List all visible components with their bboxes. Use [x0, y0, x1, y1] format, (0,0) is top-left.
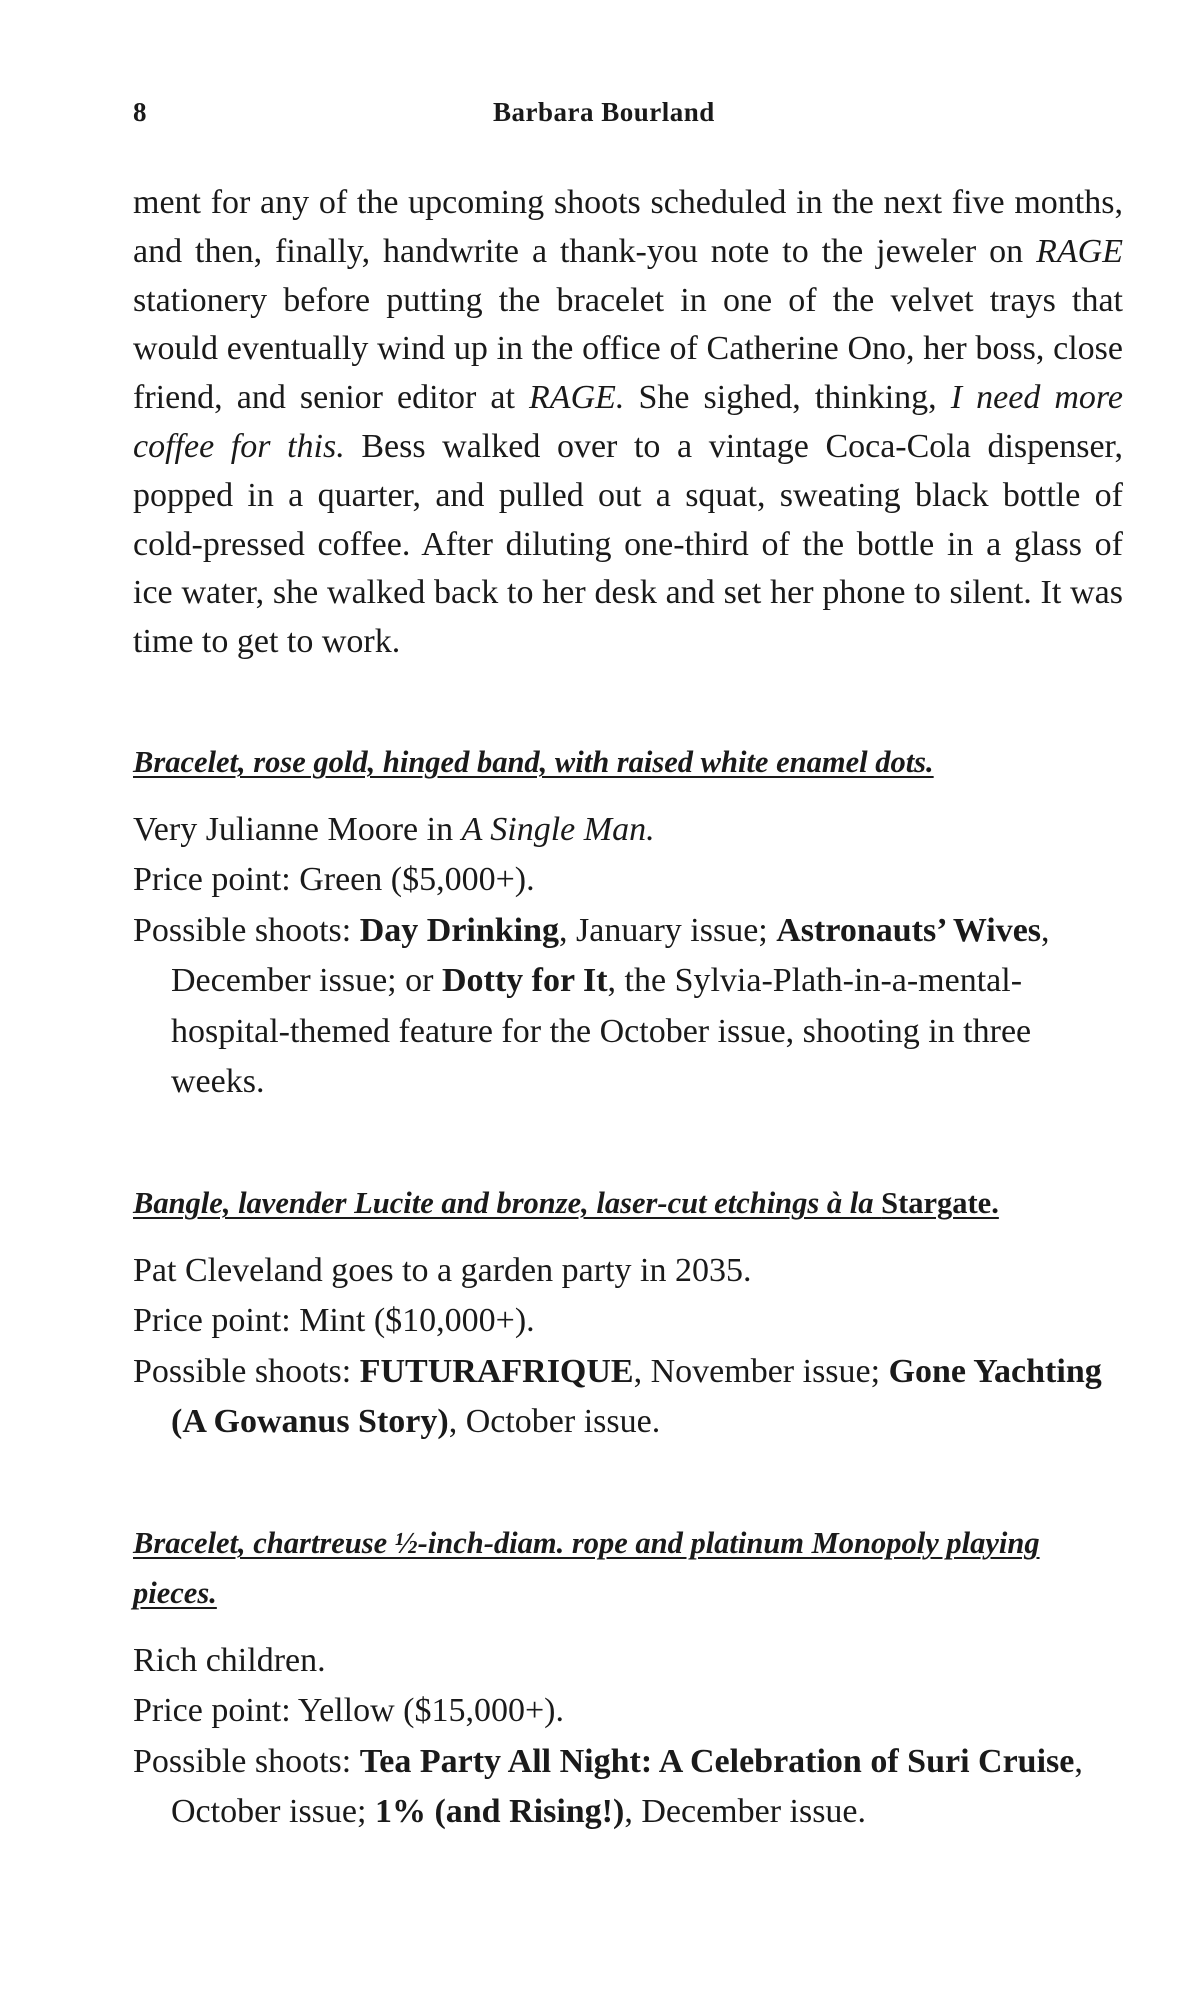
shoot-title: Dotty for It	[441, 962, 608, 1000]
jewelry-entry	[133, 737, 1123, 1108]
page-number: 8	[133, 97, 147, 127]
shoot-detail: , October issue;	[171, 1742, 1083, 1831]
shoot-title: Day Drinking	[359, 911, 560, 949]
inner-thought: I need more coffee for this.	[133, 379, 1123, 465]
price-point: Price point: Yellow ($15,000+).	[133, 1692, 564, 1730]
possible-shoots	[133, 1737, 1123, 1838]
film-title: Stargate.	[881, 1185, 999, 1220]
shoot-title: Tea Party All Night: A Celebration of Suri Cruise	[359, 1742, 1075, 1780]
jewelry-entry	[133, 1518, 1123, 1838]
possible-shoots	[133, 1347, 1123, 1448]
body-text: ment for any of the upcoming shoots scheduled in the next five months, and then, finally, handwrite a thank-you note to the jeweler on	[133, 184, 1123, 270]
magazine-name: RAGE.	[529, 379, 625, 417]
book-page	[133, 85, 1123, 1838]
entry-description: Pat Cleveland goes to a garden party in 2035.	[133, 1251, 752, 1289]
entry-title	[133, 1178, 1123, 1228]
header-author: Barbara Bourland	[493, 97, 715, 127]
shoots-label: Possible shoots:	[133, 911, 360, 949]
body-text: stationery before putting the bracelet in one of the velvet trays that would eventually wind up in the office of Catherine Ono, her boss, close friend, and senior editor at	[133, 281, 1123, 417]
shoots-label: Possible shoots:	[133, 1352, 360, 1390]
entry-description	[133, 805, 1123, 856]
entry-title: Bracelet, chartreuse ½-inch-diam. rope and platinum Monopoly playing pieces.	[133, 1525, 1040, 1610]
price-point: Price point: Mint ($10,000+).	[133, 1302, 535, 1340]
description-text: Very Julianne Moore in	[133, 810, 462, 848]
running-head	[133, 85, 1123, 125]
price-point: Price point: Green ($5,000+).	[133, 861, 535, 899]
film-title: A Single Man.	[461, 810, 655, 848]
shoot-detail: , November issue;	[633, 1352, 889, 1390]
entry-title-text: Bangle, lavender Lucite and bronze, laser-cut etchings à la	[133, 1185, 882, 1220]
shoot-detail: , December issue.	[624, 1793, 867, 1831]
shoot-detail: , December issue; or	[171, 911, 1050, 1000]
entry-description: Rich children.	[133, 1641, 326, 1679]
possible-shoots	[133, 906, 1123, 1108]
shoot-detail: , October issue.	[448, 1403, 661, 1441]
shoot-title: Gone Yachting (A Gowanus Story)	[171, 1352, 1102, 1441]
shoot-title: 1% (and Rising!)	[374, 1793, 625, 1831]
body-paragraph	[133, 179, 1123, 667]
body-text: Bess walked over to a vintage Coca-Cola dispenser, popped in a quarter, and pulled out a squat, sweating black bottle of cold-pressed coffee. After diluting one-third of the bottle in a glass of ice water, she walked back to her desk and set her phone to silent. It was time to get to work.	[133, 427, 1124, 661]
body-text: She sighed, thinking,	[624, 379, 951, 417]
shoot-detail: , the Sylvia-Plath-in-a-mental-hospital-themed feature for the October issue, shooting in three weeks.	[171, 962, 1032, 1101]
shoot-title: Astronauts’ Wives	[776, 911, 1042, 949]
entry-title: Bracelet, rose gold, hinged band, with raised white enamel dots.	[133, 744, 934, 779]
magazine-name: RAGE	[1036, 232, 1123, 270]
jewelry-entry	[133, 1178, 1123, 1448]
shoots-label: Possible shoots:	[133, 1742, 360, 1780]
shoot-detail: , January issue;	[559, 911, 777, 949]
shoot-title: FUTURAFRIQUE	[359, 1352, 634, 1390]
